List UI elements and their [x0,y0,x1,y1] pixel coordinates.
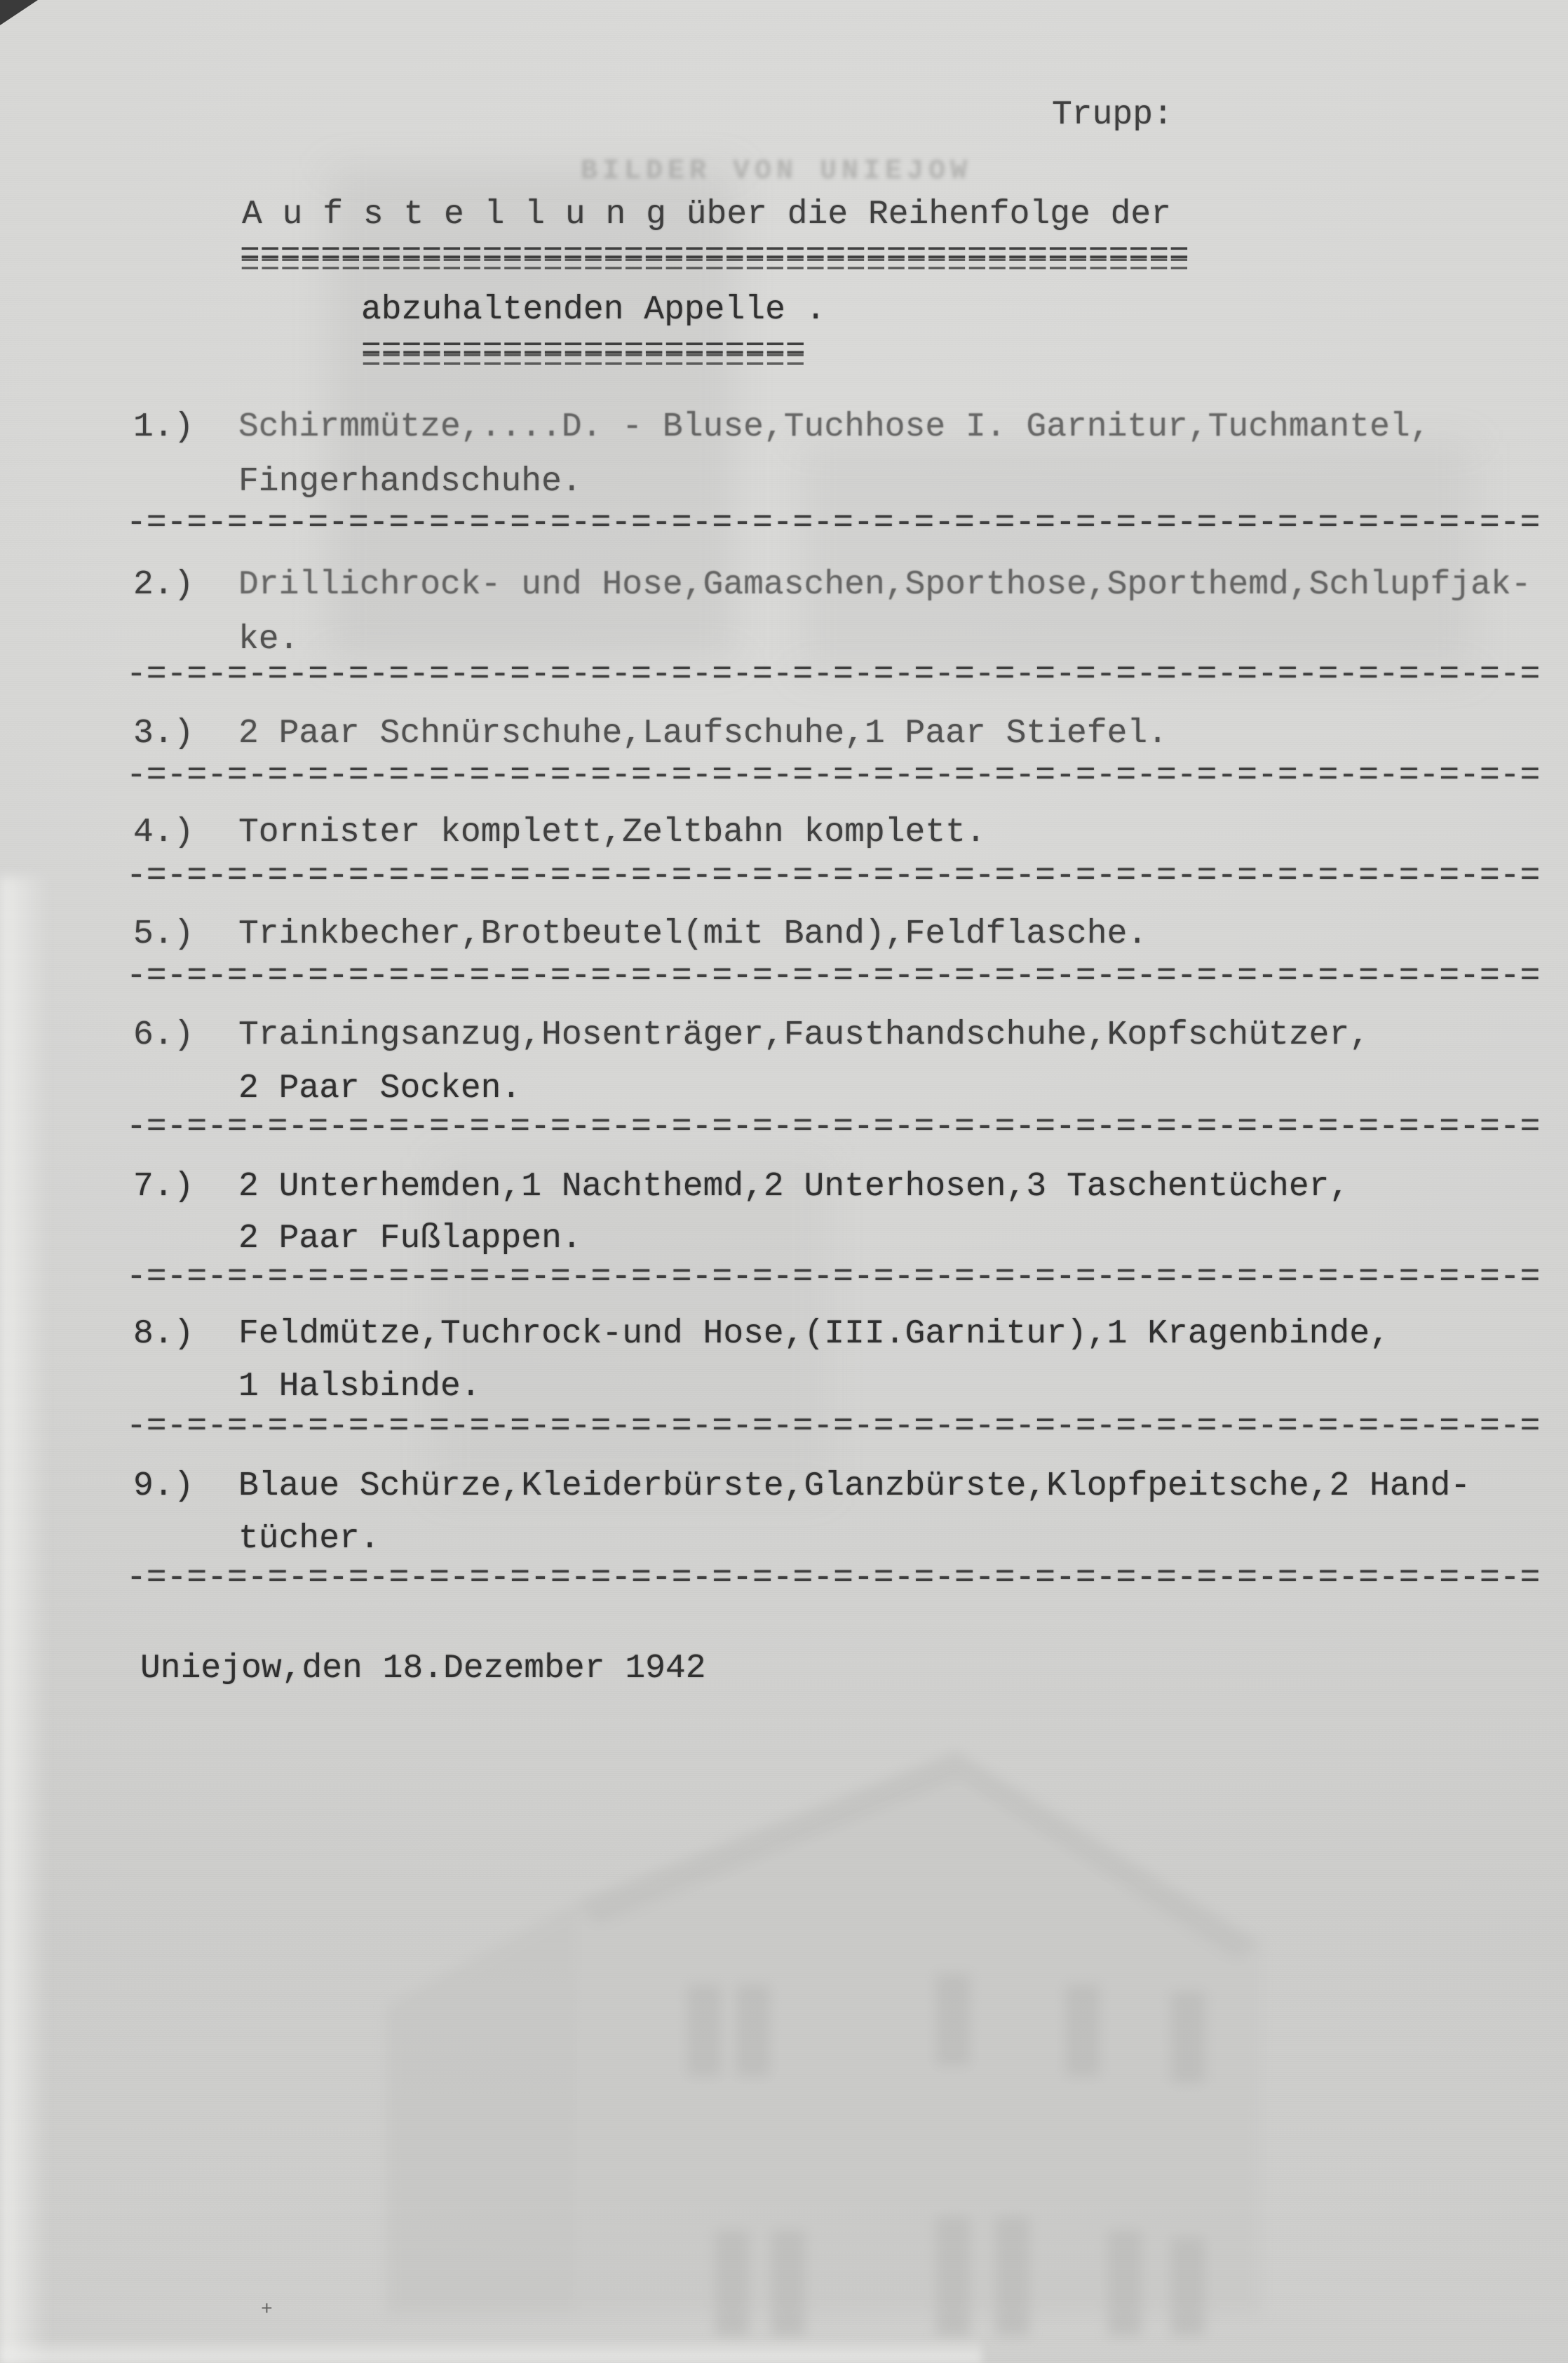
building-window [936,1974,970,2066]
item-text-line: 2 Paar Socken. [238,1070,522,1108]
item-separator: -=-=-=-=-=-=-=-=-=-=-=-=-=-=-=-=-=-=-=-=-=-=-=-=-=-=-=-=-=-=-=-=-=-=-= [126,1108,1541,1146]
document-subtitle: abzuhaltenden Appelle . [361,291,826,329]
trupp-label: Trupp: [1052,96,1173,134]
item-text-line: 1 Halsbinde. [238,1368,481,1406]
item-text-line: 2 Unterhemden,1 Nachthemd,2 Unterhosen,3 Taschentücher, [238,1168,1350,1206]
item-text-line: Trinkbecher,Brotbeutel(mit Band),Feldflasche. [238,915,1148,953]
building-window [1171,1992,1205,2083]
item-separator: -=-=-=-=-=-=-=-=-=-=-=-=-=-=-=-=-=-=-=-=-=-=-=-=-=-=-=-=-=-=-=-=-=-=-= [126,857,1541,895]
scan-corner-artifact [0,0,38,25]
item-text-line: Blaue Schürze,Kleiderbürste,Glanzbürste,Klopfpeitsche,2 Hand- [238,1467,1471,1505]
place-date-line: Uniejow,den 18.Dezember 1942 [140,1650,706,1688]
building-window [1108,2230,1142,2336]
building-window [1171,2237,1205,2336]
item-text-line: Tornister komplett,Zeltbahn komplett. [238,814,986,851]
item-text-line: Schirmmütze,....D. - Bluse,Tuchhose I. Garnitur,Tuchmantel, [238,408,1431,446]
building-window [996,2216,1029,2336]
item-text-line: 2 Paar Schnürschuhe,Laufschuhe,1 Paar Stiefel. [238,715,1168,753]
item-separator: -=-=-=-=-=-=-=-=-=-=-=-=-=-=-=-=-=-=-=-=-=-=-=-=-=-=-=-=-=-=-=-=-=-=-= [126,504,1541,542]
building-window [715,2230,749,2336]
building-window [736,1985,770,2076]
item-number: 5.) [133,915,194,953]
subtitle-underline: ====================== [361,332,806,370]
document-title: A u f s t e l l u n g über die Reihenfolge der [242,196,1172,234]
item-text-line: Drillichrock- und Hose,Gamaschen,Sporthose,Sporthemd,Schlupfjak- [238,566,1532,604]
scan-edge-bottom [0,2337,982,2363]
building-window [687,1985,721,2076]
item-number: 9.) [133,1467,194,1505]
item-separator: -=-=-=-=-=-=-=-=-=-=-=-=-=-=-=-=-=-=-=-=-=-=-=-=-=-=-=-=-=-=-=-=-=-=-= [126,1258,1541,1296]
item-separator: -=-=-=-=-=-=-=-=-=-=-=-=-=-=-=-=-=-=-=-=-=-=-=-=-=-=-=-=-=-=-=-=-=-=-= [126,757,1541,795]
stray-pencil-mark: + [261,2299,273,2321]
item-number: 4.) [133,814,194,851]
item-number: 3.) [133,715,194,753]
item-separator: -=-=-=-=-=-=-=-=-=-=-=-=-=-=-=-=-=-=-=-=-=-=-=-=-=-=-=-=-=-=-=-=-=-=-= [126,1559,1541,1597]
ghost-photo-patch-right [799,442,1473,673]
item-separator: -=-=-=-=-=-=-=-=-=-=-=-=-=-=-=-=-=-=-=-=-=-=-=-=-=-=-=-=-=-=-=-=-=-=-= [126,957,1541,995]
building-window [936,2216,970,2336]
item-number: 6.) [133,1016,194,1054]
item-separator: -=-=-=-=-=-=-=-=-=-=-=-=-=-=-=-=-=-=-=-=-=-=-=-=-=-=-=-=-=-=-=-=-=-=-= [126,1408,1541,1446]
item-text-line: ke. [238,621,299,659]
scan-edge-left [0,877,49,2363]
item-number: 7.) [133,1168,194,1206]
item-number: 2.) [133,566,194,604]
item-number: 8.) [133,1315,194,1353]
item-text-line: Fingerhandschuhe. [238,463,582,501]
title-underline: =============================================== [240,236,1189,274]
item-number: 1.) [133,408,194,446]
building-window [771,2230,805,2336]
building-window [1066,1985,1100,2076]
item-text-line: tücher. [238,1520,380,1558]
item-text-line: Trainingsanzug,Hosenträger,Fausthandschuhe,Kopfschützer, [238,1016,1370,1054]
item-separator: -=-=-=-=-=-=-=-=-=-=-=-=-=-=-=-=-=-=-=-=-=-=-=-=-=-=-=-=-=-=-=-=-=-=-= [126,656,1541,694]
item-text-line: Feldmütze,Tuchrock-und Hose,(III.Garnitur),1 Kragenbinde, [238,1315,1390,1353]
ghost-building-photo [281,1655,1459,2343]
ghost-bleed-through-caption: BILDER VON UNIEJOW [581,156,973,187]
item-text-line: 2 Paar Fußlappen. [238,1220,582,1258]
